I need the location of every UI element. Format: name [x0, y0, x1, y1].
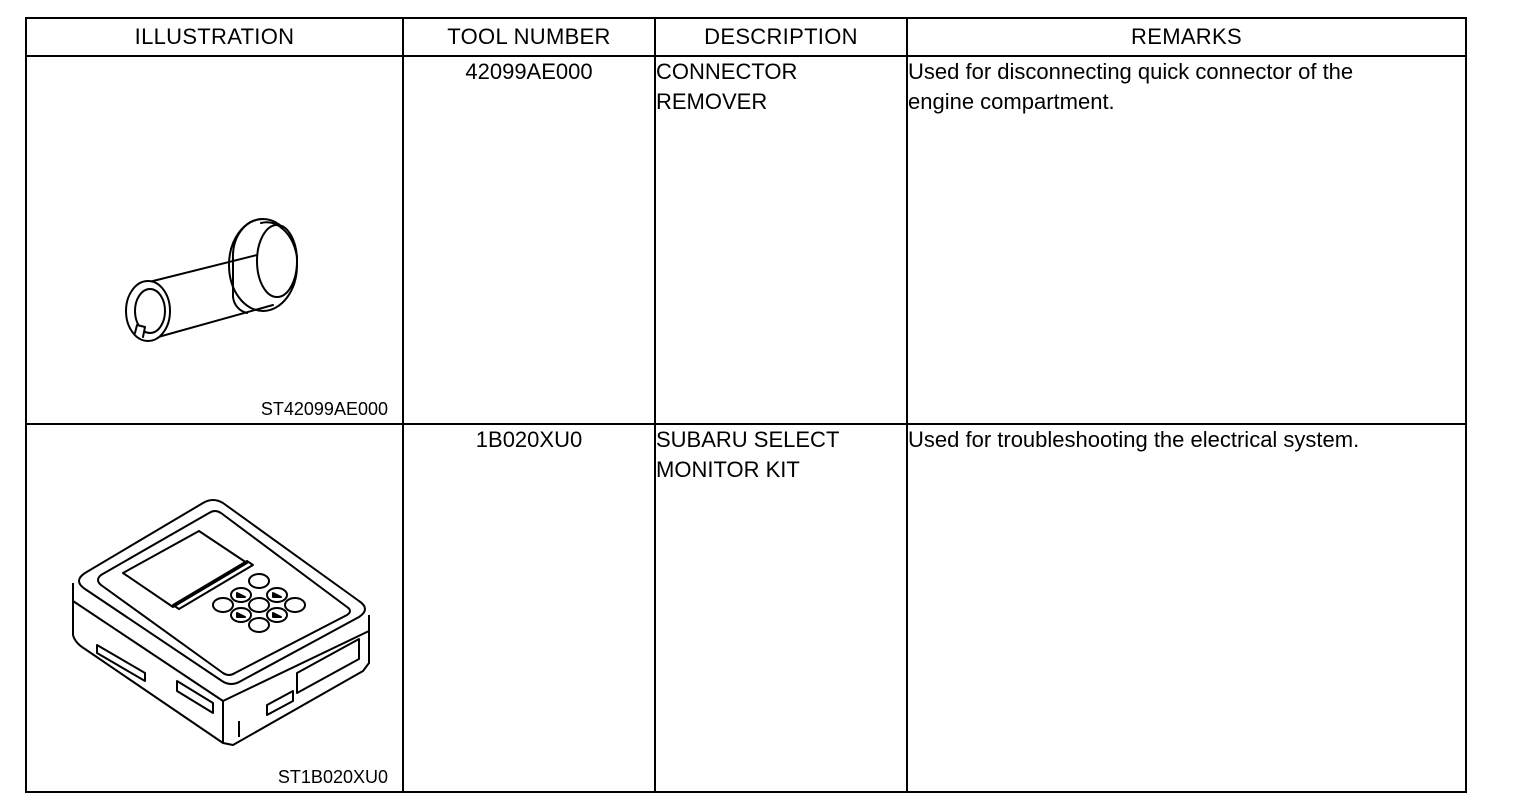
illustration-cell [26, 56, 403, 424]
special-tools-table [25, 17, 1467, 793]
description-line: SUBARU SELECT [656, 427, 840, 452]
header-row [26, 18, 1466, 56]
header-illustration: ILLUSTRATION [26, 18, 403, 56]
table-row [26, 56, 1466, 424]
illustration-cell [26, 424, 403, 792]
remarks-cell [907, 56, 1466, 424]
remarks-cell [907, 424, 1466, 792]
header-remarks: REMARKS [907, 18, 1466, 56]
tool-number-cell: 42099AE000 [403, 56, 655, 424]
header-description: DESCRIPTION [655, 18, 907, 56]
description-line: MONITOR KIT [656, 457, 800, 482]
description-line: REMOVER [656, 89, 768, 114]
remarks-line: Used for disconnecting quick connector of the [908, 59, 1354, 84]
illustration-code: ST42099AE000 [260, 399, 388, 419]
illustration-code: ST1B020XU0 [277, 767, 388, 787]
table-row [26, 424, 1466, 792]
description-cell [655, 424, 907, 792]
remarks-line: Used for troubleshooting the electrical system. [908, 427, 1360, 452]
description-cell [655, 56, 907, 424]
select-monitor-icon [27, 425, 404, 791]
description-line: CONNECTOR [656, 59, 798, 84]
remarks-line: engine compartment. [908, 89, 1115, 114]
connector-remover-icon [27, 57, 404, 423]
tool-number-cell: 1B020XU0 [403, 424, 655, 792]
header-tool-number: TOOL NUMBER [403, 18, 655, 56]
